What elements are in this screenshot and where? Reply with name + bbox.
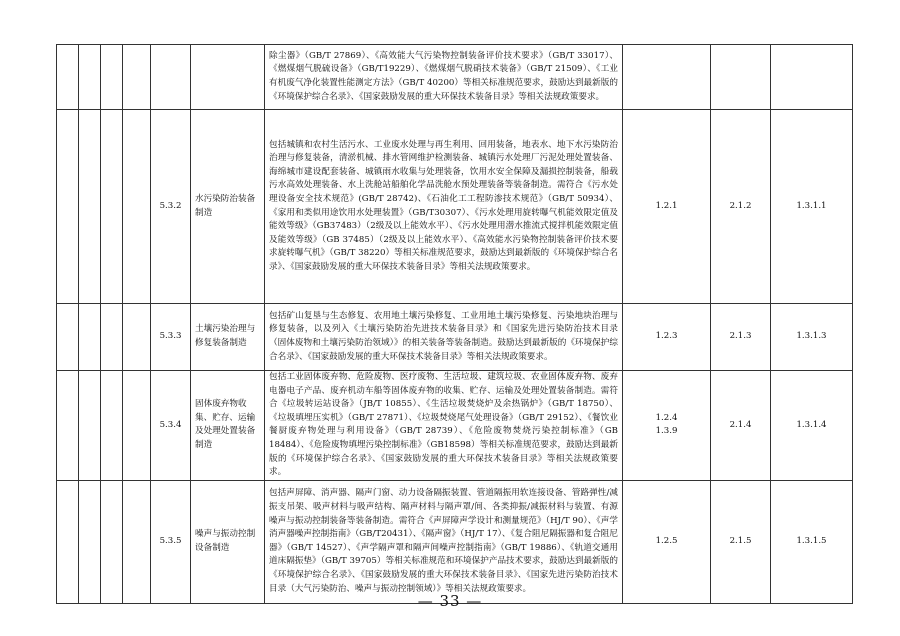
table-row <box>57 110 853 304</box>
code-column-3: 1.3.1.5 <box>771 480 853 603</box>
item-number: 5.3.4 <box>151 371 191 481</box>
item-number: 5.3.2 <box>151 110 191 304</box>
empty-cell <box>101 45 123 110</box>
code-column-2: 2.1.4 <box>711 371 771 481</box>
code-column-3: 1.3.1.1 <box>771 110 853 304</box>
empty-cell <box>79 304 101 371</box>
table-row <box>57 371 853 481</box>
empty-cell <box>57 480 79 603</box>
table-row <box>57 304 853 371</box>
code-column-2: 2.1.3 <box>711 304 771 371</box>
empty-cell <box>79 480 101 603</box>
item-name: 固体废弃物收集、贮存、运输及处理处置装备制造 <box>191 371 265 481</box>
empty-cell <box>57 45 79 110</box>
table-row <box>57 480 853 603</box>
item-description: 包括城镇和农村生活污水、工业废水处理与再生利用、回用装备，地表水、地下水污染防治治理与修复装备，清淤机械、排水管网维护检测装备、城镇污水处理厂污泥处理处置装备、海绵城市建设配套装备、城镇雨水收集与处理装备，饮用水安全保障及漏损控制装备，船载污水高效处理装备、水上洗舱站船舶化学品洗舱水预处理装备等装备制造。需符合《污水处理设备安全技术规范》(GB/T 28742)、《石油化工工程防渗技术规范》（GB/T 50934）、《家用和类似用途饮用水处理装置》（GB/T30307）、《污水处理用旋转曝气机能效限定值及能效等级》（GB37483）（2级及以上能效水平）、《污水处理用潜水推流式搅拌机能效限定值及能效等级》（GB 37485）（2级及以上能效水平）、《高效能水污染物控制装备评价技术要求旋转曝气机》（GB/T 38220）等相关标准规范要求，鼓励达到最新版的《环境保护综合名录》、《国家鼓励发展的重大环保技术装备目录》等相关法规政策要求。 <box>265 110 623 304</box>
item-description: 除尘器》（GB/T 27869）、《高效能大气污染物控制装备评价技术要求》（GB/T 33017）、《燃煤烟气脱硫设备》（GB/T19229）、《燃煤烟气脱硝技术装备》（GB/T 21509）、《工业有机废气净化装置性能测定方法》（GB/T 40200）等相关标准规范要求，鼓励达到最新版的《环境保护综合名录》、《国家鼓励发展的重大环保技术装备目录》等相关法规政策要求。 <box>265 45 623 110</box>
empty-cell <box>101 304 123 371</box>
code-column-1: 1.2.5 <box>623 480 711 603</box>
table-row <box>57 45 853 110</box>
item-number: 5.3.5 <box>151 480 191 603</box>
item-number: 5.3.3 <box>151 304 191 371</box>
code-column-3 <box>771 45 853 110</box>
empty-cell <box>123 304 151 371</box>
catalog-table <box>56 44 853 604</box>
item-description: 包括矿山复垦与生态修复、农用地土壤污染修复、工业用地土壤污染修复、污染地块治理与修复装备，以及列入《土壤污染防治先进技术装备目录》和《国家先进污染防治技术目录（固体废物和土壤污染防治领域）》的相关装备等装备制造。鼓励达到最新版的《环境保护综合名录》、《国家鼓励发展的重大环保技术装备目录》等相关法规政策要求。 <box>265 304 623 371</box>
empty-cell <box>79 45 101 110</box>
empty-cell <box>79 371 101 481</box>
empty-cell <box>57 110 79 304</box>
code-column-3: 1.3.1.3 <box>771 304 853 371</box>
empty-cell <box>57 371 79 481</box>
empty-cell <box>123 480 151 603</box>
code-column-2 <box>711 45 771 110</box>
empty-cell <box>101 110 123 304</box>
code-column-1: 1.2.3 <box>623 304 711 371</box>
page-number: — 33 — <box>417 592 483 610</box>
empty-cell <box>123 371 151 481</box>
empty-cell <box>79 110 101 304</box>
item-description: 包括工业固体废弃物、危险废物、医疗废物、生活垃圾、建筑垃圾、农业固体废弃物、废弃电器电子产品、废弃机动车船等固体废弃物的收集、贮存、运输及处理处置装备制造。需符合《垃圾转运站设备》（JB/T 10855）、《生活垃圾焚烧炉及余热锅炉》（GB/T 18750）、《垃圾填埋压实机》（GB/T 27871）、《垃圾焚烧尾气处理设备》（GB/T 29152）、《餐饮业餐厨废弃物处理与利用设备》（GB/T 28739）、《危险废物焚烧污染控制标准》（GB 18484）、《危险废物填埋污染控制标准》（GB18598）等相关标准规范要求，鼓励达到最新版的《环境保护综合名录》、《国家鼓励发展的重大环保技术装备目录》等相关法规政策要求。 <box>265 371 623 481</box>
code-column-2: 2.1.2 <box>711 110 771 304</box>
empty-cell <box>123 45 151 110</box>
item-name: 水污染防治装备制造 <box>191 110 265 304</box>
item-description: 包括声屏障、消声器、隔声门窗、动力设备隔振装置、管道隔振用软连接设备、管路弹性/减振支吊架、吸声材料与吸声结构、隔声材料与隔声罩/间、各类抑振/减振材料与装置、有源噪声与振动控制装备等装备制造。需符合《声屏障声学设计和测量规范》（HJ/T 90）、《声学消声器噪声控制指南》（GB/T20431）、《隔声窗》（HJ/T 17）、《复合阻尼隔振器和复合阻尼器》（GB/T 14527）、《声学隔声罩和隔声间噪声控制指南》（GB/T 19886）、《轨道交通用道床隔振垫》（GB/T 39705）等相关标准规范和环境保护产品技术要求，鼓励达到最新版的《环境保护综合名录》、《国家鼓励发展的重大环保技术装备目录》、《国家先进污染防治技术目录（大气污染防治、噪声与振动控制领域）》等相关法规政策要求。 <box>265 480 623 603</box>
item-name: 土壤污染治理与修复装备制造 <box>191 304 265 371</box>
item-name: 噪声与振动控制设备制造 <box>191 480 265 603</box>
item-name <box>191 45 265 110</box>
item-number <box>151 45 191 110</box>
code-column-1: 1.2.1 <box>623 110 711 304</box>
empty-cell <box>101 371 123 481</box>
empty-cell <box>57 304 79 371</box>
code-column-2: 2.1.5 <box>711 480 771 603</box>
code-column-1: 1.2.4 1.3.9 <box>623 371 711 481</box>
code-column-3: 1.3.1.4 <box>771 371 853 481</box>
code-column-1 <box>623 45 711 110</box>
empty-cell <box>123 110 151 304</box>
empty-cell <box>101 480 123 603</box>
